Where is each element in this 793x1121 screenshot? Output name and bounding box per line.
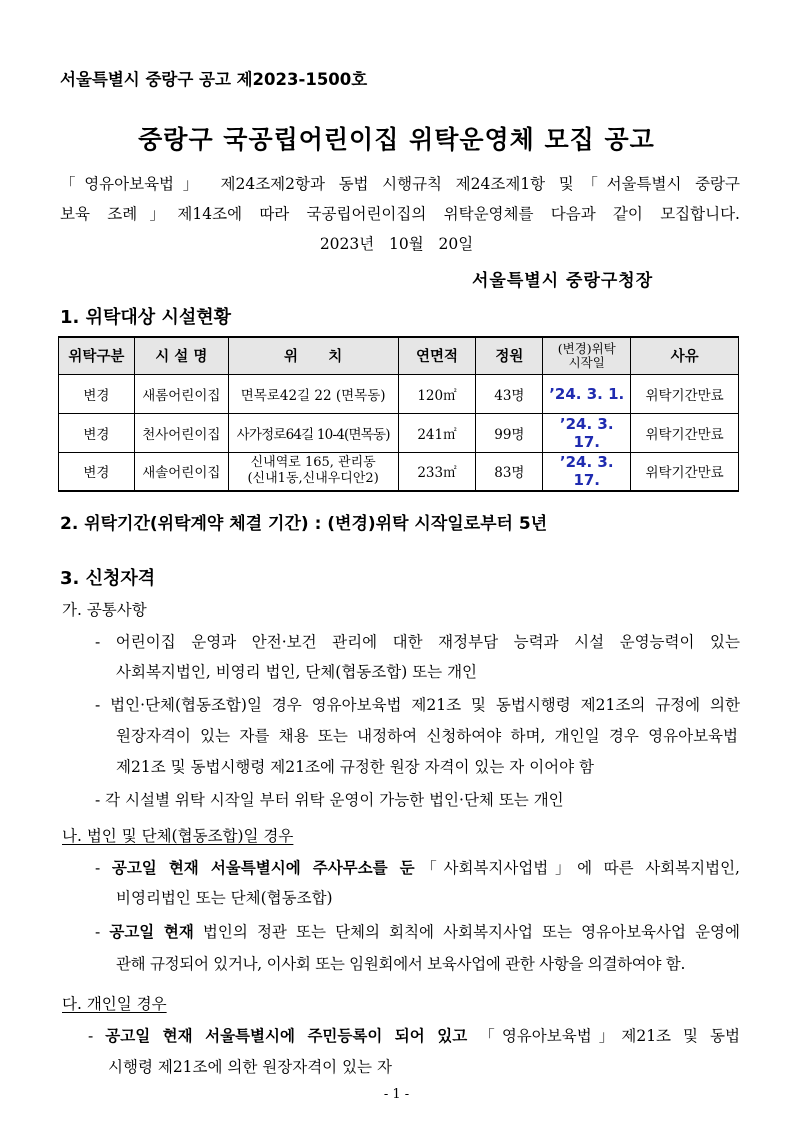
- cell-type: 변경: [59, 452, 135, 491]
- cell-reason: 위탁기간만료: [631, 452, 739, 491]
- na-bullet-1-bold: 공고일 현재 서울특별시에 주사무소를 둔: [111, 858, 415, 877]
- ga-bullet-1-line-1: - 어린이집 운영과 안전·보건 관리에 대한 재정부담 능력과 시설 운영능력이 있는: [95, 633, 740, 651]
- cell-capacity: 83명: [476, 452, 543, 491]
- table-row: [59, 452, 739, 491]
- cell-area: 233㎡: [398, 452, 476, 491]
- col-header-area: 연면적: [398, 337, 476, 374]
- notice-date: 2023년 10월 20일: [319, 235, 474, 253]
- issuer: 서울특별시 중랑구청장: [472, 271, 654, 291]
- na-bullet-1-rest: 「사회복지사업법」에 따른 사회복지법인,: [414, 859, 740, 877]
- cell-area: 120㎡: [398, 374, 476, 413]
- table-row: [59, 413, 739, 452]
- na-bullet-2-bold: 공고일 현재: [109, 922, 194, 941]
- cell-reason: 위탁기간만료: [631, 413, 739, 452]
- table-header-row: [59, 337, 739, 374]
- subsection-na-label: 나. 법인 및 단체(협동조합)일 경우: [62, 827, 294, 845]
- col-header-name: 시 설 명: [134, 337, 228, 374]
- ga-bullet-1-line-2: 사회복지법인, 비영리 법인, 단체(협동조합) 또는 개인: [116, 663, 478, 681]
- ga-bullet-2-line-2: 원장자격이 있는 자를 채용 또는 내정하여 신청하여야 하며, 개인일 경우 영유아보육법: [116, 727, 738, 745]
- section-3-heading: 3. 신청자격: [60, 568, 156, 589]
- page-title: 중랑구 국공립어린이집 위탁운영체 모집 공고: [138, 125, 655, 154]
- na-bullet-2-rest: 법인의 정관 또는 단체의 회칙에 사회복지사업 또는 영유아보육사업 운영에: [193, 923, 740, 941]
- na-bullet-2-line-1: [95, 920, 740, 942]
- cell-start-date: ’24. 3. 17.: [543, 452, 631, 491]
- intro-line-1: 「영유아보육법」 제24조제2항과 동법 시행규칙 제24조제1항 및「서울특별시 중랑구: [60, 175, 740, 193]
- cell-name: 새솔어린이집: [134, 452, 228, 491]
- ga-bullet-2-line-1: - 법인·단체(협동조합)일 경우 영유아보육법 제21조 및 동법시행령 제21조의 규정에 의한: [95, 696, 740, 714]
- col-header-type: 위탁구분: [59, 337, 135, 374]
- da-bullet-1-bold: 공고일 현재 서울특별시에 주민등록이 되어 있고: [105, 1026, 468, 1045]
- na-bullet-2-dash: -: [95, 923, 110, 941]
- cell-type: 변경: [59, 413, 135, 452]
- na-bullet-2-line-2: 관해 규정되어 있거나, 이사회 또는 임원회에서 보육사업에 관한 사항을 의결하여야 함.: [116, 955, 686, 973]
- cell-location: [228, 452, 398, 491]
- cell-name: 새롬어린이집: [134, 374, 228, 413]
- da-bullet-1-rest: 「영유아보육법」제21조 및 동법: [467, 1027, 740, 1045]
- cell-capacity: 43명: [476, 374, 543, 413]
- intro-line-2: 보육 조례」제14조에 따라 국공립어린이집의 위탁운영체를 다음과 같이 모집합니다.: [60, 205, 740, 223]
- section-1-heading: 1. 위탁대상 시설현황: [60, 307, 231, 328]
- na-bullet-1-dash: -: [95, 859, 112, 877]
- table-row: [59, 374, 739, 413]
- cell-reason: 위탁기간만료: [631, 374, 739, 413]
- cell-capacity: 99명: [476, 413, 543, 452]
- notice-number: 서울특별시 중랑구 공고 제2023-1500호: [60, 70, 368, 89]
- section-2-heading: 2. 위탁기간(위탁계약 체결 기간) : (변경)위탁 시작일로부터 5년: [60, 514, 548, 534]
- col-header-location: 위 치: [228, 337, 398, 374]
- na-bullet-1-line-2: 비영리법인 또는 단체(협동조합): [116, 889, 333, 907]
- ga-bullet-3: - 각 시설별 위탁 시작일 부터 위탁 운영이 가능한 법인·단체 또는 개인: [95, 791, 564, 809]
- cell-name: 천사어린이집: [134, 413, 228, 452]
- cell-type: 변경: [59, 374, 135, 413]
- subsection-da-label: 다. 개인일 경우: [62, 995, 167, 1013]
- cell-location: 면목로42길 22 (면목동): [228, 374, 398, 413]
- col-header-start-date: (변경)위탁 시작일: [543, 337, 631, 374]
- cell-start-date: ’24. 3. 1.: [543, 374, 631, 413]
- na-bullet-1-line-1: [95, 856, 740, 878]
- subsection-ga-label: 가. 공통사항: [62, 601, 147, 619]
- col-header-reason: 사유: [631, 337, 739, 374]
- cell-start-date: ’24. 3. 17.: [543, 413, 631, 452]
- facility-table: [58, 336, 739, 492]
- da-bullet-1-line-2: 시행령 제21조에 의한 원장자격이 있는 자: [108, 1058, 392, 1076]
- page-number: - 1 -: [383, 1087, 410, 1102]
- cell-location: 사가정로64길 10-4(면목동): [228, 413, 398, 452]
- cell-location-line-2: (신내1동,신내우디안2): [247, 471, 379, 487]
- da-bullet-1-line-1: [88, 1024, 740, 1046]
- col-header-capacity: 정원: [476, 337, 543, 374]
- cell-location-line-1: 신내역로 165, 관리동: [250, 455, 376, 471]
- cell-area: 241㎡: [398, 413, 476, 452]
- da-bullet-1-dash: -: [88, 1027, 106, 1045]
- ga-bullet-2-line-3: 제21조 및 동법시행령 제21조에 규정한 원장 자격이 있는 자 이어야 함: [116, 758, 595, 776]
